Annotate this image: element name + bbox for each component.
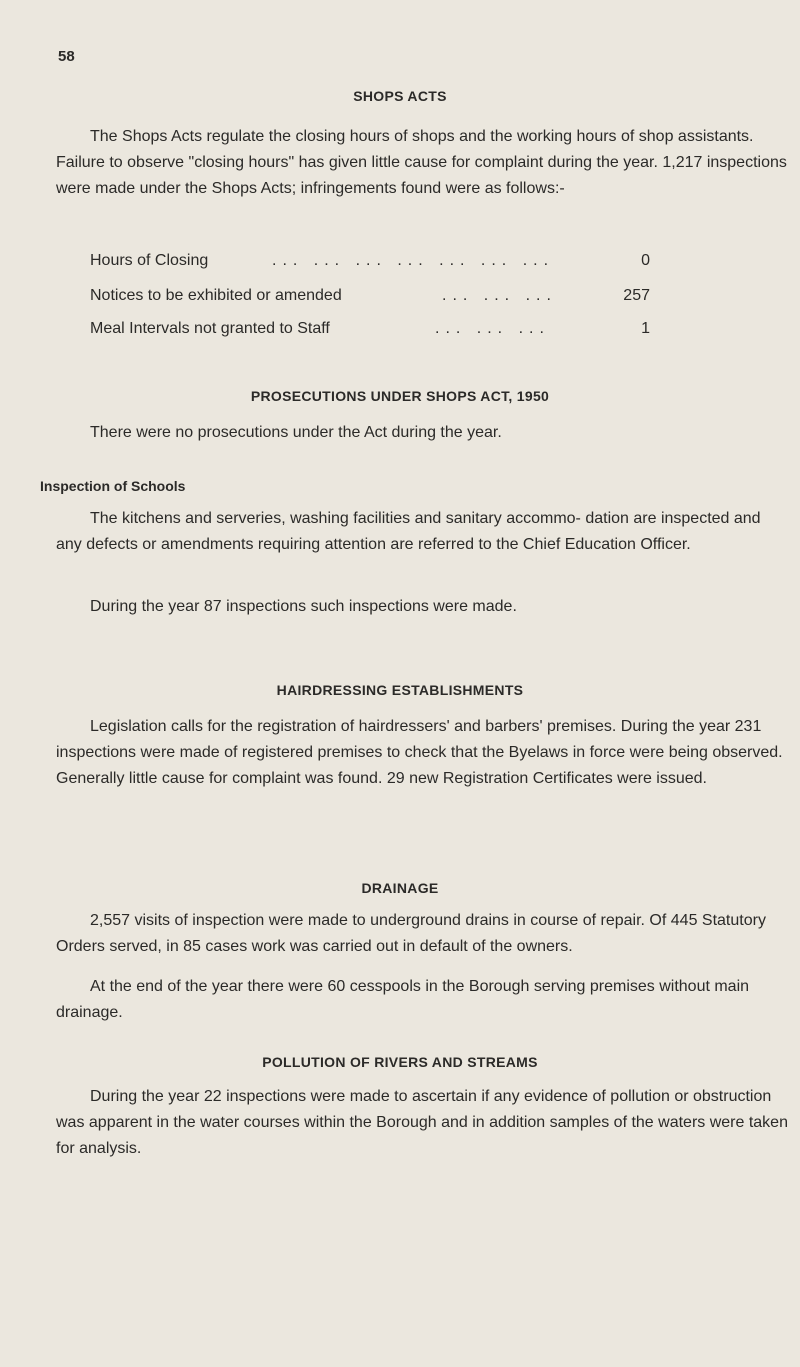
infringement-label: Notices to be exhibited or amended bbox=[90, 287, 342, 304]
shops-acts-heading: SHOPS ACTS bbox=[353, 88, 447, 104]
infringement-label: Hours of Closing bbox=[90, 252, 209, 269]
prosecutions-text: There were no prosecutions under the Act during the year. bbox=[90, 424, 502, 441]
pollution-text: During the year 22 inspections were made to ascertain if any evidence of pollution or obstruction was apparent in the water courses within the Borough and in addition samples of the waters were taken for analysis. bbox=[56, 1088, 788, 1157]
hairdressing-heading: HAIRDRESSING ESTABLISHMENTS bbox=[276, 682, 524, 698]
drainage-para-2: At the end of the year there were 60 cesspools in the Borough serving premises without main drainage. bbox=[56, 978, 750, 1021]
page-number: 58 bbox=[58, 48, 75, 65]
infringement-count: 0 bbox=[641, 252, 650, 269]
schools-heading: Inspection of Schools bbox=[40, 478, 186, 494]
pollution-heading: POLLUTION OF RIVERS AND STREAMS bbox=[262, 1054, 538, 1070]
drainage-heading: DRAINAGE bbox=[361, 880, 439, 896]
hairdressing-text: Legislation calls for the registration of hairdressers' and barbers' premises. During the year 231 inspections were made of registered premises to check that the Byelaws in force were being observed. Generally little cause for complaint was found. 29 new Registration Certificates were issued. bbox=[56, 718, 783, 787]
shops-acts-intro: The Shops Acts regulate the closing hours of shops and the working hours of shop assistants. Failure to observe "closing hours" has given little cause for complaint during the year. 1,217 inspections were made under the Shops Acts; infringements found were as follows:- bbox=[56, 128, 787, 197]
infringement-label: Meal Intervals not granted to Staff bbox=[90, 320, 330, 337]
infringement-count: 257 bbox=[623, 287, 650, 304]
infringement-row bbox=[90, 287, 650, 311]
leader-dots: ... ... ... bbox=[435, 320, 550, 337]
prosecutions-heading: PROSECUTIONS UNDER SHOPS ACT, 1950 bbox=[250, 388, 550, 404]
infringement-row bbox=[90, 320, 650, 344]
schools-para-1: The kitchens and serveries, washing facilities and sanitary accommo- dation are inspected and any defects or amendments requiring attention are referred to the Chief Education Officer. bbox=[56, 510, 761, 553]
infringement-row bbox=[90, 252, 650, 276]
schools-para-2: During the year 87 inspections such inspections were made. bbox=[90, 598, 517, 615]
infringement-count: 1 bbox=[641, 320, 650, 337]
drainage-para-1: 2,557 visits of inspection were made to underground drains in course of repair. Of 445 Statutory Orders served, in 85 cases work was carried out in default of the owners. bbox=[56, 912, 766, 955]
leader-dots: ... ... ... bbox=[442, 287, 557, 304]
leader-dots: ... ... ... ... ... ... ... bbox=[272, 252, 555, 269]
